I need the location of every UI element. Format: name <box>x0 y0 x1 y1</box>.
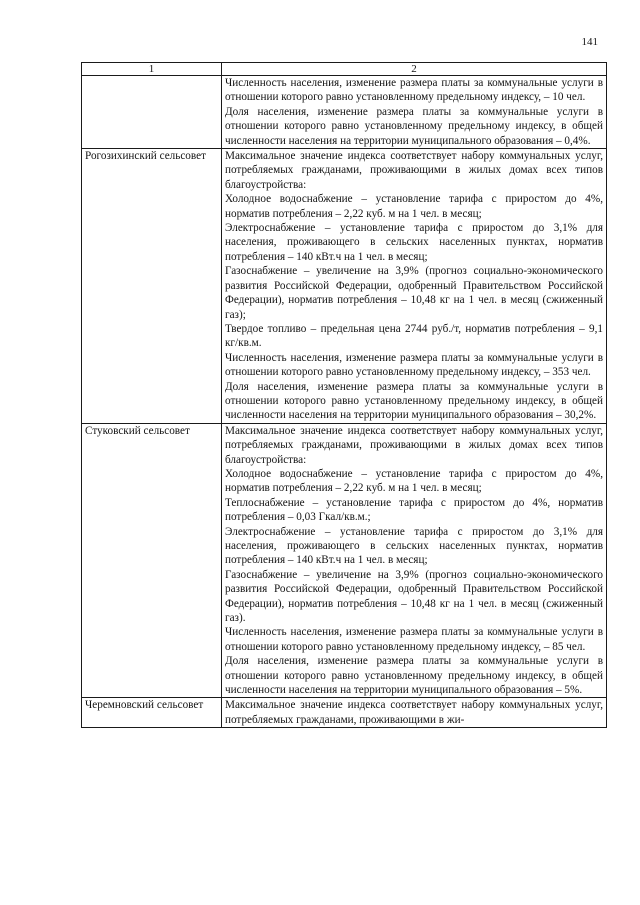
table-row <box>82 423 607 698</box>
paragraph: Теплоснабжение – установление тарифа с приростом до 4%, норматив потребления – 0,03 Гкал/кв.м.; <box>225 496 603 524</box>
paragraph: Численность населения, изменение размера платы за коммунальные услуги в отношении которого равно установленному предельному индексу, – 10 чел. <box>225 77 603 104</box>
paragraph: Доля населения, изменение размера платы за коммунальные услуги в отношении которого равно установленному предельному индексу, в общей численности населения на территории муниципального образования – 5%. <box>225 655 603 697</box>
page-number: 141 <box>581 36 598 48</box>
settlement-name: Стуковский сельсовет <box>82 423 222 698</box>
table-row <box>82 76 607 149</box>
column-header-1: 1 <box>82 63 222 76</box>
paragraph: Твердое топливо – предельная цена 2744 руб./т, норматив потребления – 9,1 кг/кв.м. <box>225 322 603 350</box>
table-row <box>82 698 607 728</box>
settlement-description <box>222 423 607 698</box>
paragraph: Максимальное значение индекса соответствует набору коммунальных услуг, потребляемых гражданами, проживающими в жи- <box>225 699 603 726</box>
paragraph: Электроснабжение – установление тарифа с приростом до 3,1% для населения, проживающего в сельских населенных пунктах, норматив потребления – 140 кВт.ч на 1 чел. в месяц; <box>225 525 603 567</box>
settlement-description <box>222 149 607 424</box>
column-header-2: 2 <box>222 63 607 76</box>
settlement-name: Рогозихинский сельсовет <box>82 149 222 424</box>
paragraph: Электроснабжение – установление тарифа с приростом до 3,1% для населения, проживающего в сельских населенных пунктах, норматив потребления – 140 кВт.ч на 1 чел. в месяц; <box>225 222 603 263</box>
settlement-name: Черемновский сельсовет <box>82 698 222 728</box>
paragraph: Доля населения, изменение размера платы за коммунальные услуги в отношении которого равно установленному предельному индексу, в общей численности населения на территории муниципального образования – 30,2%. <box>225 380 603 422</box>
paragraph: Максимальное значение индекса соответствует набору коммунальных услуг, потребляемых гражданами, проживающими в жилых домах всех типов благоустройства: <box>225 150 603 191</box>
paragraph: Численность населения, изменение размера платы за коммунальные услуги в отношении которого равно установленному предельному индексу, – 85 чел. <box>225 626 603 653</box>
paragraph: Доля населения, изменение размера платы за коммунальные услуги в отношении которого равно установленному предельному индексу, в общей численности населения на территории муниципального образования – 0,4%. <box>225 105 603 147</box>
paragraph: Газоснабжение – увеличение на 3,9% (прогноз социально-экономического развития Российской Федерации, одобренный Правительством Российской Федерации), норматив потребления – 10,48 кг на 1 чел. в месяц (сжиженный газ); <box>225 265 603 321</box>
settlements-tariff-table <box>81 62 607 728</box>
paragraph: Холодное водоснабжение – установление тарифа с приростом до 4%, норматив потребления – 2,22 куб. м на 1 чел. в месяц; <box>225 193 603 220</box>
table-header-row <box>82 63 607 76</box>
settlement-name <box>82 76 222 149</box>
settlement-description <box>222 698 607 728</box>
table-row <box>82 149 607 424</box>
paragraph: Газоснабжение – увеличение на 3,9% (прогноз социально-экономического развития Российской Федерации, одобренный Правительством Российской Федерации), норматив потребления – 10,48 кг на 1 чел. в месяц (сжиженный газ). <box>225 568 603 625</box>
paragraph: Численность населения, изменение размера платы за коммунальные услуги в отношении которого равно установленному предельному индексу, – 353 чел. <box>225 351 603 379</box>
paragraph: Максимальное значение индекса соответствует набору коммунальных услуг, потребляемых гражданами, проживающими в жилых домах всех типов благоустройства: <box>225 424 603 466</box>
paragraph: Холодное водоснабжение – установление тарифа с приростом до 4%, норматив потребления – 2,22 куб. м на 1 чел. в месяц; <box>225 467 603 495</box>
settlement-description <box>222 76 607 149</box>
